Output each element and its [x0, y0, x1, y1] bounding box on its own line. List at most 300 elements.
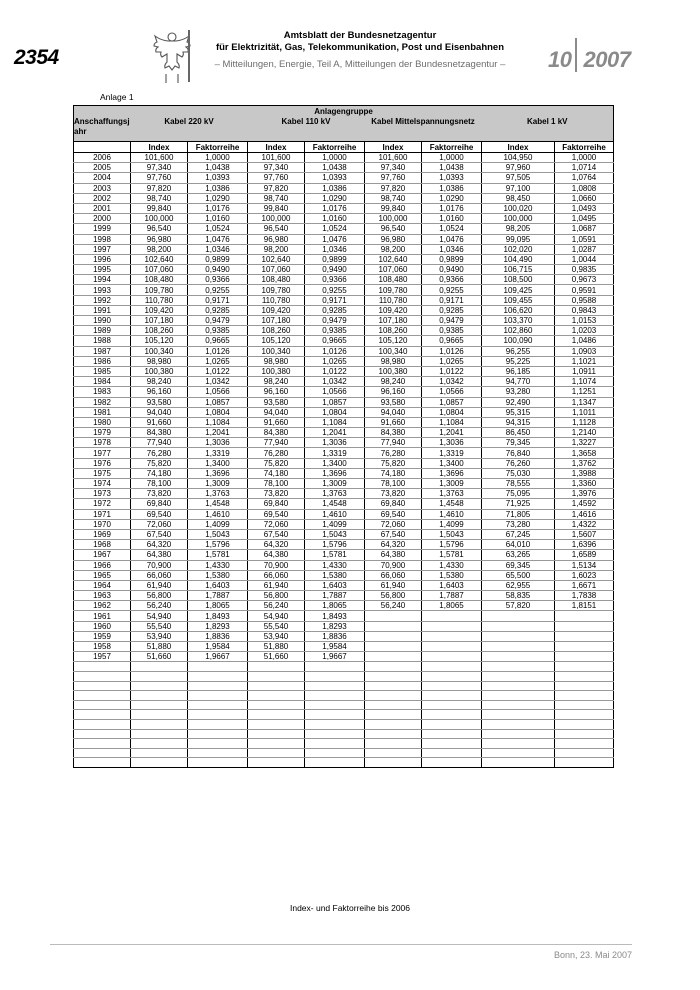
empty-cell — [248, 681, 305, 691]
factor-cell: 1,0176 — [422, 203, 482, 213]
empty-cell — [248, 662, 305, 672]
page-number: 2354 — [14, 46, 59, 69]
table-row — [74, 265, 614, 275]
factor-cell: 0,9385 — [305, 326, 365, 336]
header — [200, 30, 520, 72]
factor-cell: 1,3319 — [188, 448, 248, 458]
year-cell: 2003 — [74, 183, 131, 193]
index-cell: 84,380 — [365, 428, 422, 438]
index-cell: 51,880 — [248, 642, 305, 652]
index-cell — [365, 631, 422, 641]
index-cell: 98,980 — [248, 356, 305, 366]
factor-cell: 1,3036 — [188, 438, 248, 448]
factor-cell: 0,9665 — [305, 336, 365, 346]
factor-cell: 1,0393 — [188, 173, 248, 183]
empty-cell — [131, 739, 188, 749]
cable-type-header: Kabel Mittelspannungsnetz — [365, 117, 482, 142]
empty-cell — [248, 739, 305, 749]
empty-cell — [74, 758, 131, 768]
table-row — [74, 356, 614, 366]
index-cell: 98,240 — [365, 377, 422, 387]
factor-cell: 1,0346 — [188, 244, 248, 254]
factor-cell: 0,9366 — [305, 275, 365, 285]
index-cell: 74,180 — [365, 468, 422, 478]
index-cell: 69,840 — [365, 499, 422, 509]
empty-cell — [248, 700, 305, 710]
factor-cell: 1,4610 — [305, 509, 365, 519]
index-cell: 64,320 — [131, 540, 188, 550]
index-cell: 97,820 — [248, 183, 305, 193]
factor-cell: 1,4330 — [188, 560, 248, 570]
index-cell: 69,345 — [482, 560, 555, 570]
index-cell: 58,835 — [482, 591, 555, 601]
index-cell: 105,120 — [248, 336, 305, 346]
factor-subheader: Faktorreihe — [422, 142, 482, 153]
empty-cell — [74, 748, 131, 758]
empty-cell — [248, 719, 305, 729]
index-cell: 73,820 — [131, 489, 188, 499]
factor-cell: 1,5134 — [555, 560, 614, 570]
index-cell: 98,240 — [131, 377, 188, 387]
index-cell: 99,840 — [248, 203, 305, 213]
empty-cell — [555, 710, 614, 720]
index-cell: 100,380 — [365, 366, 422, 376]
empty-cell — [482, 662, 555, 672]
index-cell: 101,600 — [365, 153, 422, 163]
factor-cell — [422, 642, 482, 652]
factor-cell: 0,9385 — [188, 326, 248, 336]
index-cell: 70,900 — [131, 560, 188, 570]
table-row — [74, 468, 614, 478]
index-cell: 109,780 — [365, 285, 422, 295]
factor-cell: 1,4548 — [188, 499, 248, 509]
index-cell: 97,505 — [482, 173, 555, 183]
factor-cell: 0,9171 — [188, 295, 248, 305]
table-row — [74, 285, 614, 295]
empty-cell — [482, 739, 555, 749]
table-row — [74, 377, 614, 387]
factor-cell: 1,0265 — [188, 356, 248, 366]
factor-cell: 1,5781 — [305, 550, 365, 560]
index-cell: 100,380 — [248, 366, 305, 376]
empty-cell — [422, 691, 482, 701]
factor-cell: 0,9665 — [188, 336, 248, 346]
year-cell: 1994 — [74, 275, 131, 285]
empty-table-row — [74, 748, 614, 758]
empty-table-row — [74, 691, 614, 701]
empty-cell — [305, 748, 365, 758]
factor-cell: 1,0714 — [555, 163, 614, 173]
index-cell: 96,980 — [365, 234, 422, 244]
factor-cell: 1,6023 — [555, 570, 614, 580]
factor-cell: 0,9899 — [188, 254, 248, 264]
factor-cell: 0,9899 — [305, 254, 365, 264]
table-row — [74, 479, 614, 489]
index-cell: 86,450 — [482, 428, 555, 438]
year-cell: 2001 — [74, 203, 131, 213]
empty-cell — [482, 729, 555, 739]
factor-cell: 1,2041 — [305, 428, 365, 438]
year-cell: 2002 — [74, 193, 131, 203]
factor-cell: 0,9366 — [422, 275, 482, 285]
index-cell: 78,100 — [131, 479, 188, 489]
empty-table-row — [74, 739, 614, 749]
factor-cell: 1,0764 — [555, 173, 614, 183]
factor-cell: 1,0911 — [555, 366, 614, 376]
factor-cell: 0,9285 — [188, 305, 248, 315]
factor-subheader: Faktorreihe — [305, 142, 365, 153]
table-row — [74, 458, 614, 468]
table-row — [74, 540, 614, 550]
index-cell: 94,770 — [482, 377, 555, 387]
index-subheader: Index — [482, 142, 555, 153]
factor-cell: 1,0000 — [188, 153, 248, 163]
factor-cell: 1,2041 — [422, 428, 482, 438]
index-cell: 76,280 — [248, 448, 305, 458]
factor-cell: 0,9479 — [422, 316, 482, 326]
table-row — [74, 387, 614, 397]
factor-cell: 1,0393 — [422, 173, 482, 183]
empty-cell — [74, 691, 131, 701]
index-cell: 102,860 — [482, 326, 555, 336]
factor-cell: 0,9490 — [422, 265, 482, 275]
index-cell: 76,260 — [482, 458, 555, 468]
factor-cell: 1,0857 — [422, 397, 482, 407]
factor-cell: 1,0495 — [555, 214, 614, 224]
table-row — [74, 244, 614, 254]
empty-cell — [555, 729, 614, 739]
empty-cell — [422, 662, 482, 672]
index-cell: 108,480 — [248, 275, 305, 285]
year-cell: 1990 — [74, 316, 131, 326]
index-cell: 69,840 — [248, 499, 305, 509]
factor-cell: 1,3400 — [422, 458, 482, 468]
factor-cell: 1,2041 — [188, 428, 248, 438]
year-cell: 1987 — [74, 346, 131, 356]
index-cell: 109,780 — [131, 285, 188, 295]
year-cell: 1998 — [74, 234, 131, 244]
index-cell: 110,780 — [365, 295, 422, 305]
index-cell: 97,960 — [482, 163, 555, 173]
factor-cell: 1,0000 — [305, 153, 365, 163]
factor-cell: 1,3976 — [555, 489, 614, 499]
factor-cell: 1,8065 — [305, 601, 365, 611]
index-cell: 104,950 — [482, 153, 555, 163]
empty-cell — [422, 739, 482, 749]
table-row — [74, 326, 614, 336]
year-cell: 1996 — [74, 254, 131, 264]
index-cell: 98,980 — [131, 356, 188, 366]
index-cell: 77,940 — [248, 438, 305, 448]
factor-cell: 0,9171 — [422, 295, 482, 305]
year-cell: 1965 — [74, 570, 131, 580]
factor-cell: 1,0126 — [188, 346, 248, 356]
index-cell: 91,660 — [248, 417, 305, 427]
index-subheader: Index — [131, 142, 188, 153]
index-cell: 97,100 — [482, 183, 555, 193]
factor-cell: 0,9255 — [188, 285, 248, 295]
index-cell: 66,060 — [131, 570, 188, 580]
table-row — [74, 183, 614, 193]
index-cell: 97,760 — [248, 173, 305, 183]
index-cell: 101,600 — [131, 153, 188, 163]
factor-cell: 1,3227 — [555, 438, 614, 448]
factor-cell: 1,5380 — [305, 570, 365, 580]
index-cell: 64,320 — [365, 540, 422, 550]
empty-cell — [305, 662, 365, 672]
index-cell: 56,240 — [365, 601, 422, 611]
factor-cell: 1,0566 — [305, 387, 365, 397]
index-cell: 72,060 — [248, 519, 305, 529]
factor-cell: 0,9255 — [305, 285, 365, 295]
empty-cell — [365, 681, 422, 691]
index-cell: 56,240 — [248, 601, 305, 611]
factor-cell: 1,9667 — [188, 652, 248, 662]
factor-cell: 1,3763 — [305, 489, 365, 499]
index-cell: 75,820 — [248, 458, 305, 468]
index-cell: 96,540 — [248, 224, 305, 234]
empty-cell — [305, 710, 365, 720]
factor-cell: 1,1074 — [555, 377, 614, 387]
index-cell: 55,540 — [248, 621, 305, 631]
index-cell: 73,820 — [248, 489, 305, 499]
index-cell: 92,490 — [482, 397, 555, 407]
factor-cell: 1,9667 — [305, 652, 365, 662]
year-cell: 1983 — [74, 387, 131, 397]
empty-cell — [482, 681, 555, 691]
factor-cell: 1,0160 — [422, 214, 482, 224]
year-cell: 1999 — [74, 224, 131, 234]
issue-number-value: 10 — [548, 46, 572, 72]
factor-cell: 1,4099 — [305, 519, 365, 529]
factor-cell: 1,0386 — [422, 183, 482, 193]
empty-cell — [422, 748, 482, 758]
index-cell: 95,315 — [482, 407, 555, 417]
factor-cell — [422, 631, 482, 641]
index-cell: 51,660 — [248, 652, 305, 662]
index-cell: 99,095 — [482, 234, 555, 244]
table-row — [74, 214, 614, 224]
index-cell: 93,580 — [131, 397, 188, 407]
empty-cell — [248, 710, 305, 720]
empty-cell — [188, 700, 248, 710]
factor-cell: 1,0122 — [305, 366, 365, 376]
factor-cell: 0,9479 — [188, 316, 248, 326]
empty-cell — [188, 662, 248, 672]
empty-cell — [305, 758, 365, 768]
factor-cell: 1,1347 — [555, 397, 614, 407]
empty-cell — [188, 691, 248, 701]
empty-cell — [74, 739, 131, 749]
index-cell: 91,660 — [365, 417, 422, 427]
empty-cell — [365, 671, 422, 681]
factor-cell — [555, 652, 614, 662]
year-cell: 1961 — [74, 611, 131, 621]
index-cell: 74,180 — [248, 468, 305, 478]
factor-cell: 1,0346 — [422, 244, 482, 254]
factor-cell: 1,0386 — [188, 183, 248, 193]
table-row — [74, 489, 614, 499]
index-cell: 75,820 — [365, 458, 422, 468]
year-cell: 1980 — [74, 417, 131, 427]
index-cell: 76,280 — [131, 448, 188, 458]
factor-cell: 1,8293 — [305, 621, 365, 631]
index-cell: 98,200 — [248, 244, 305, 254]
table-row — [74, 428, 614, 438]
empty-cell — [305, 729, 365, 739]
table-row — [74, 642, 614, 652]
year-cell: 1968 — [74, 540, 131, 550]
factor-cell: 1,3319 — [305, 448, 365, 458]
empty-cell — [74, 662, 131, 672]
year-cell: 1981 — [74, 407, 131, 417]
table-caption: Index- und Faktorreihe bis 2006 — [289, 903, 411, 913]
index-cell: 100,090 — [482, 336, 555, 346]
empty-cell — [365, 710, 422, 720]
factor-cell — [555, 642, 614, 652]
empty-cell — [248, 671, 305, 681]
issue-number — [548, 44, 630, 78]
cable-type-header: Kabel 220 kV — [131, 117, 248, 142]
empty-cell — [422, 671, 482, 681]
index-cell: 77,940 — [131, 438, 188, 448]
index-cell: 104,490 — [482, 254, 555, 264]
index-cell: 96,540 — [131, 224, 188, 234]
index-cell — [482, 621, 555, 631]
empty-cell — [305, 691, 365, 701]
table-row — [74, 407, 614, 417]
factor-cell: 1,3009 — [305, 479, 365, 489]
index-cell: 98,200 — [131, 244, 188, 254]
empty-cell — [248, 748, 305, 758]
year-cell: 1976 — [74, 458, 131, 468]
index-cell: 64,380 — [131, 550, 188, 560]
empty-cell — [248, 758, 305, 768]
index-cell: 109,420 — [248, 305, 305, 315]
empty-cell — [422, 710, 482, 720]
index-cell: 93,280 — [482, 387, 555, 397]
empty-cell — [305, 700, 365, 710]
empty-cell — [422, 681, 482, 691]
index-table — [73, 105, 614, 768]
factor-cell: 1,0476 — [422, 234, 482, 244]
index-cell — [482, 631, 555, 641]
year-cell: 1970 — [74, 519, 131, 529]
factor-cell: 1,0566 — [188, 387, 248, 397]
index-cell: 66,060 — [248, 570, 305, 580]
blank-subheader — [74, 142, 131, 153]
year-cell: 1991 — [74, 305, 131, 315]
factor-cell: 1,8493 — [188, 611, 248, 621]
empty-cell — [555, 662, 614, 672]
empty-cell — [305, 719, 365, 729]
issue-divider — [575, 38, 577, 72]
empty-cell — [74, 729, 131, 739]
index-cell: 79,345 — [482, 438, 555, 448]
factor-cell: 1,5796 — [305, 540, 365, 550]
factor-cell: 1,0126 — [305, 346, 365, 356]
table-row — [74, 234, 614, 244]
index-cell: 57,820 — [482, 601, 555, 611]
factor-cell: 0,9366 — [188, 275, 248, 285]
index-cell: 67,540 — [248, 529, 305, 539]
index-cell: 102,640 — [131, 254, 188, 264]
index-table-container — [73, 105, 613, 768]
empty-cell — [365, 691, 422, 701]
empty-cell — [422, 700, 482, 710]
index-cell: 75,030 — [482, 468, 555, 478]
factor-cell: 1,0126 — [422, 346, 482, 356]
index-cell: 69,540 — [365, 509, 422, 519]
index-cell: 107,060 — [248, 265, 305, 275]
year-cell: 2006 — [74, 153, 131, 163]
index-cell: 69,540 — [248, 509, 305, 519]
factor-cell: 1,0176 — [188, 203, 248, 213]
index-cell: 98,200 — [365, 244, 422, 254]
factor-cell: 1,3696 — [422, 468, 482, 478]
empty-cell — [131, 710, 188, 720]
year-cell: 1978 — [74, 438, 131, 448]
empty-table-row — [74, 729, 614, 739]
index-cell: 109,425 — [482, 285, 555, 295]
factor-cell: 1,5781 — [422, 550, 482, 560]
table-row — [74, 193, 614, 203]
index-cell: 73,280 — [482, 519, 555, 529]
empty-cell — [555, 739, 614, 749]
index-cell: 64,380 — [365, 550, 422, 560]
table-row — [74, 519, 614, 529]
table-row — [74, 570, 614, 580]
index-cell: 107,180 — [131, 316, 188, 326]
factor-cell: 1,0857 — [305, 397, 365, 407]
table-row — [74, 224, 614, 234]
index-cell — [365, 652, 422, 662]
footer-divider — [50, 944, 632, 945]
table-row — [74, 203, 614, 213]
empty-cell — [555, 700, 614, 710]
index-cell: 93,580 — [365, 397, 422, 407]
index-cell: 97,820 — [365, 183, 422, 193]
empty-cell — [74, 681, 131, 691]
factor-cell: 1,3360 — [555, 479, 614, 489]
index-subheader: Index — [365, 142, 422, 153]
year-cell: 1995 — [74, 265, 131, 275]
index-cell: 109,420 — [365, 305, 422, 315]
year-cell: 1972 — [74, 499, 131, 509]
factor-cell: 1,0493 — [555, 203, 614, 213]
index-cell: 107,180 — [365, 316, 422, 326]
index-cell: 98,205 — [482, 224, 555, 234]
index-cell: 78,100 — [365, 479, 422, 489]
index-cell: 64,380 — [248, 550, 305, 560]
empty-cell — [188, 671, 248, 681]
empty-cell — [305, 739, 365, 749]
table-row — [74, 631, 614, 641]
index-cell: 96,980 — [248, 234, 305, 244]
index-cell: 71,925 — [482, 499, 555, 509]
index-cell: 56,240 — [131, 601, 188, 611]
index-cell: 61,940 — [131, 580, 188, 590]
empty-cell — [555, 719, 614, 729]
index-cell: 106,715 — [482, 265, 555, 275]
year-cell: 1957 — [74, 652, 131, 662]
factor-cell: 1,4099 — [422, 519, 482, 529]
index-cell: 100,000 — [482, 214, 555, 224]
factor-cell: 1,8836 — [305, 631, 365, 641]
year-cell: 2005 — [74, 163, 131, 173]
factor-cell: 0,9385 — [422, 326, 482, 336]
empty-table-row — [74, 671, 614, 681]
